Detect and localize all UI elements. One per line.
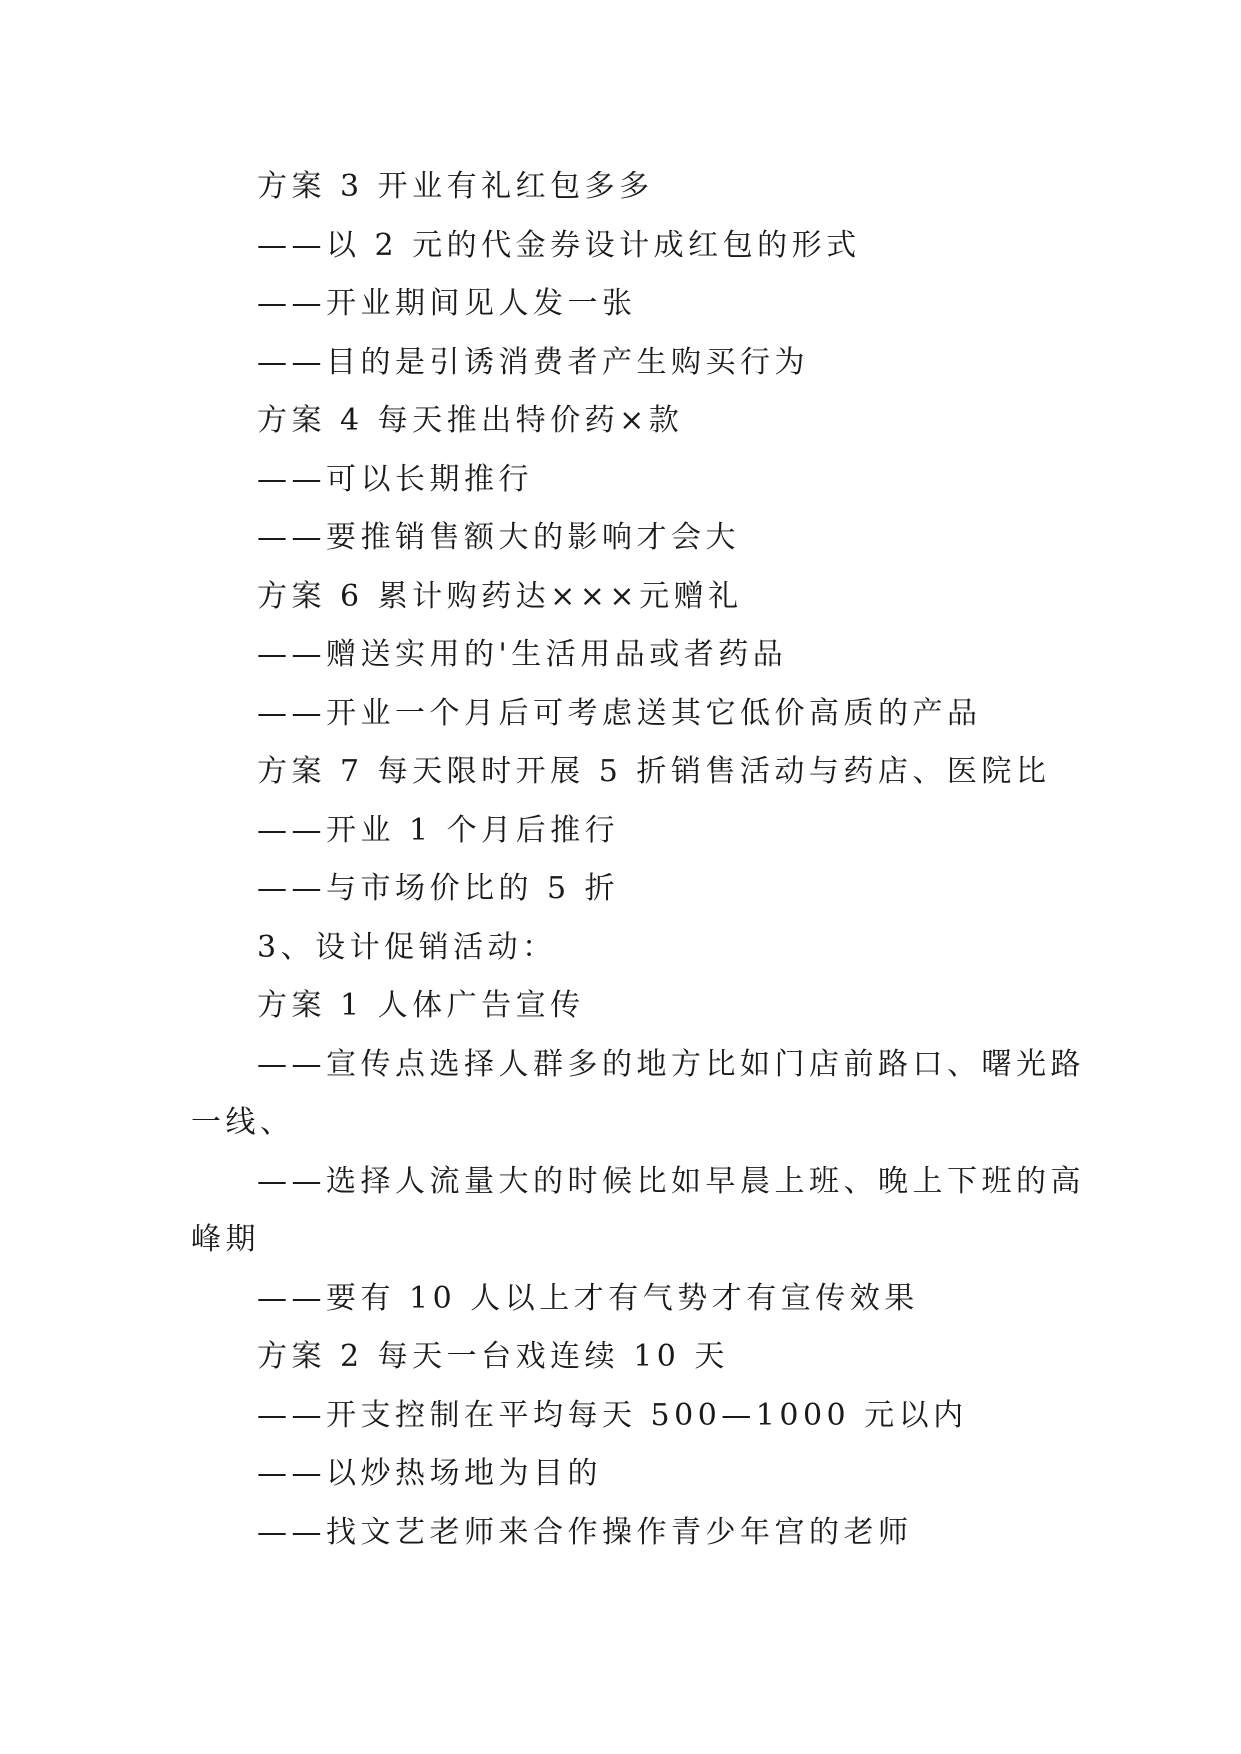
paragraph-line-continuation: 一线、 xyxy=(191,1105,295,1140)
paragraph-line: 方案 7 每天限时开展 5 折销售活动与药店、医院比 xyxy=(257,754,1051,789)
paragraph-line: ——与市场价比的 5 折 xyxy=(257,871,620,906)
paragraph-line: ——开业 1 个月后推行 xyxy=(257,812,620,848)
section-heading: 3、设计促销活动： xyxy=(257,929,557,965)
paragraph-line: ——开业一个月后可考虑送其它低价高质的产品 xyxy=(257,695,982,731)
paragraph-line: ——以 2 元的代金券设计成红包的形式 xyxy=(257,227,861,263)
paragraph-line: 方案 6 累计购药达×××元赠礼 xyxy=(257,578,743,614)
paragraph-line: 方案 1 人体广告宣传 xyxy=(257,988,585,1023)
paragraph-line: ——开业期间见人发一张 xyxy=(257,286,637,321)
paragraph-line: ——目的是引诱消费者产生购买行为 xyxy=(257,344,809,380)
paragraph-line: ——选择人流量大的时候比如早晨上班、晚上下班的高 xyxy=(257,1163,1085,1199)
paragraph-line: ——开支控制在平均每天 500—1000 元以内 xyxy=(257,1397,968,1433)
paragraph-line: 方案 3 开业有礼红包多多 xyxy=(257,169,654,204)
paragraph-line: ——要推销售额大的影响才会大 xyxy=(257,520,740,555)
paragraph-line: 方案 4 每天推出特价药×款 xyxy=(257,403,684,438)
document-body xyxy=(191,158,1085,1562)
paragraph-line: ——宣传点选择人群多的地方比如门店前路口、曙光路 xyxy=(257,1046,1085,1082)
paragraph-line: ——赠送实用的'生活用品或者药品 xyxy=(257,637,788,672)
paragraph-line: ——可以长期推行 xyxy=(257,461,533,497)
paragraph-line-continuation: 峰期 xyxy=(191,1222,260,1257)
paragraph-line: 方案 2 每天一台戏连续 10 天 xyxy=(257,1339,729,1374)
paragraph-line: ——以炒热场地为目的 xyxy=(257,1456,602,1491)
paragraph-line: ——找文艺老师来合作操作青少年宫的老师 xyxy=(257,1514,913,1550)
paragraph-line: ——要有 10 人以上才有气势才有宣传效果 xyxy=(257,1280,919,1316)
